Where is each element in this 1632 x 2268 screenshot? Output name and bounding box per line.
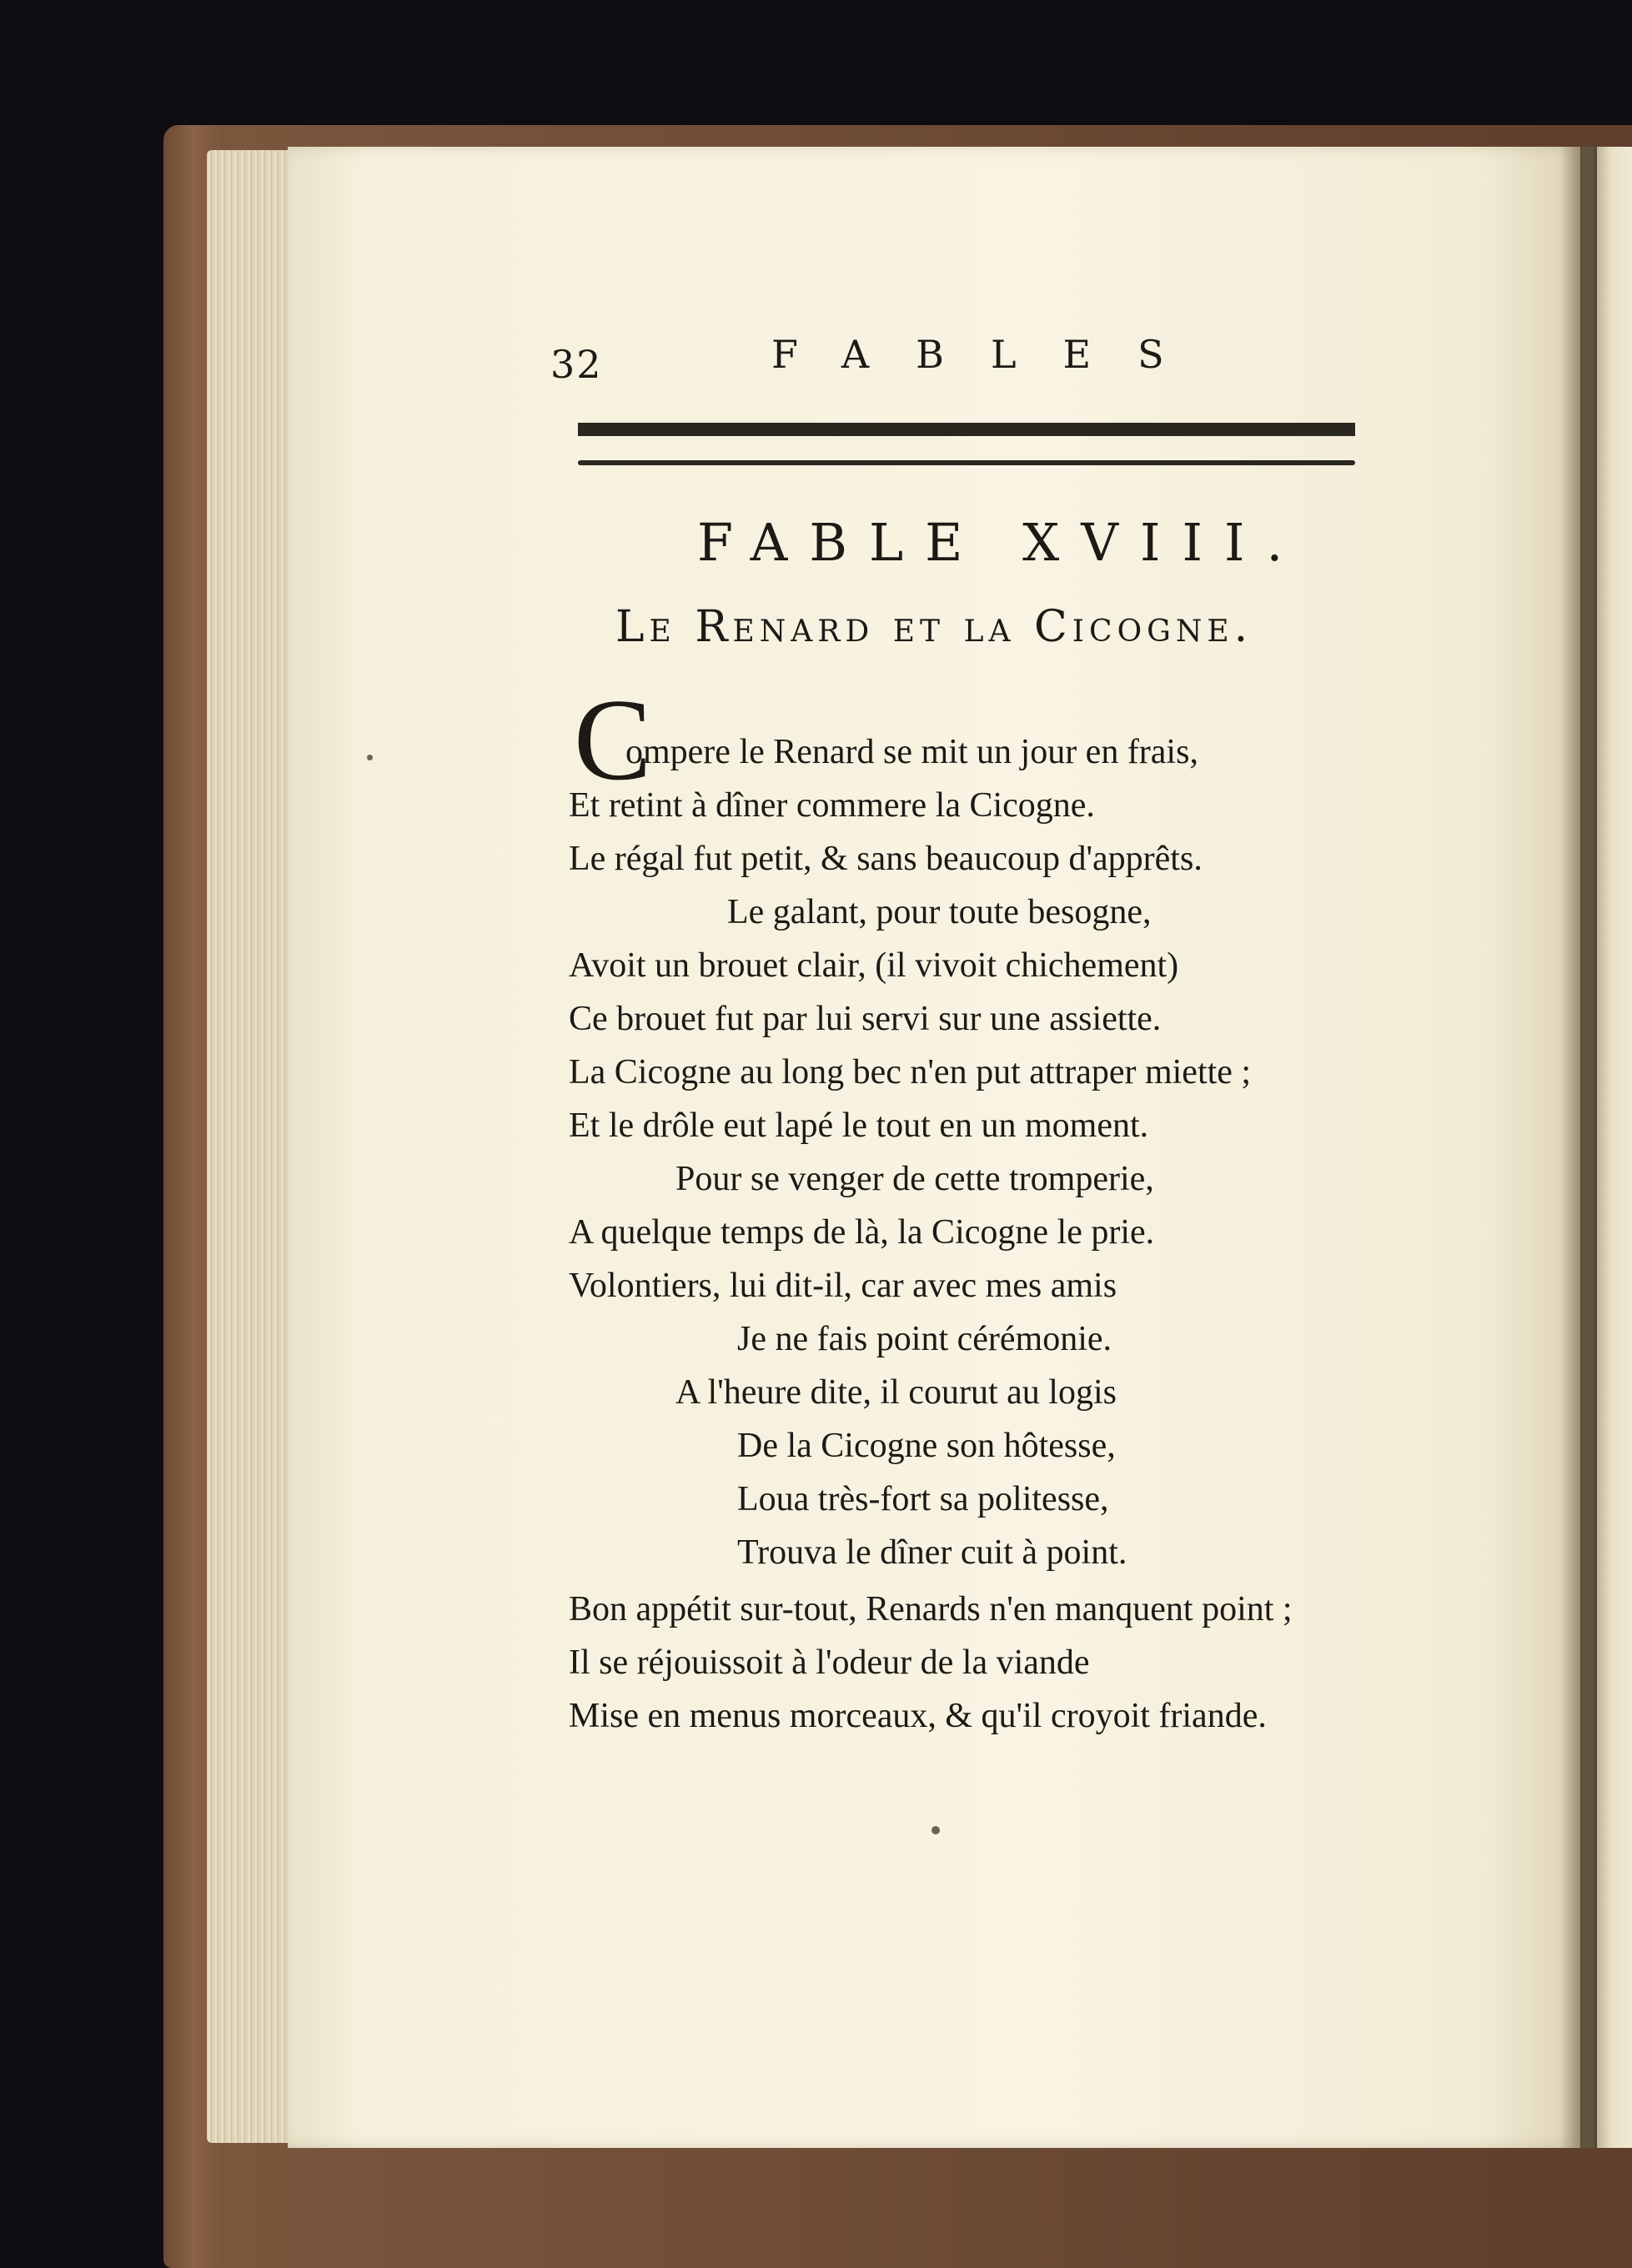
verse-line: Avoit un brouet clair, (il vivoit chichement) — [569, 946, 1179, 985]
ink-spot — [931, 1826, 940, 1834]
verse-line: Le galant, pour toute besogne, — [727, 893, 1152, 931]
ink-spot — [367, 755, 373, 760]
verse-line: A quelque temps de là, la Cicogne le prie. — [569, 1213, 1155, 1252]
verse-line: ompere le Renard se mit un jour en frais, — [625, 733, 1198, 771]
verse-line: Trouva le dîner cuit à point. — [737, 1533, 1127, 1572]
verse-line: Loua très-fort sa politesse, — [737, 1480, 1109, 1518]
book-gutter — [1559, 147, 1597, 2148]
header-rule-thin — [578, 460, 1355, 465]
fable-title: FABLE XVIII. — [697, 512, 1305, 573]
verse-line: Ce brouet fut par lui servi sur une assiette. — [569, 1000, 1162, 1038]
verse-line: A l'heure dite, il courut au logis — [675, 1373, 1117, 1412]
verse-line: Mise en menus morceaux, & qu'il croyoit friande. — [569, 1697, 1267, 1735]
verse-line: Volontiers, lui dit-il, car avec mes amis — [569, 1267, 1117, 1305]
verse-line: La Cicogne au long bec n'en put attraper miette ; — [569, 1053, 1252, 1091]
verse-line: De la Cicogne son hôtesse, — [737, 1427, 1116, 1465]
verse-line: Le régal fut petit, & sans beaucoup d'apprêts. — [569, 840, 1203, 878]
page-number: 32 — [550, 342, 603, 387]
verse-line: Bon appétit sur-tout, Renards n'en manquent point ; — [569, 1590, 1293, 1628]
drop-cap: C — [574, 675, 652, 805]
verse-line: Il se réjouissoit à l'odeur de la viande — [569, 1643, 1090, 1682]
verse-line: Pour se venger de cette tromperie, — [675, 1160, 1154, 1198]
verse-line: Et retint à dîner commere la Cicogne. — [569, 786, 1095, 825]
header-rule-thick — [578, 423, 1355, 436]
fable-subtitle: Le Renard et la Cicogne. — [615, 602, 1253, 652]
running-head: FABLES — [771, 332, 1211, 377]
verse-line: Et le drôle eut lapé le tout en un moment. — [569, 1106, 1149, 1145]
verse-line: Je ne fais point cérémonie. — [737, 1320, 1112, 1358]
book-page — [288, 147, 1580, 2148]
